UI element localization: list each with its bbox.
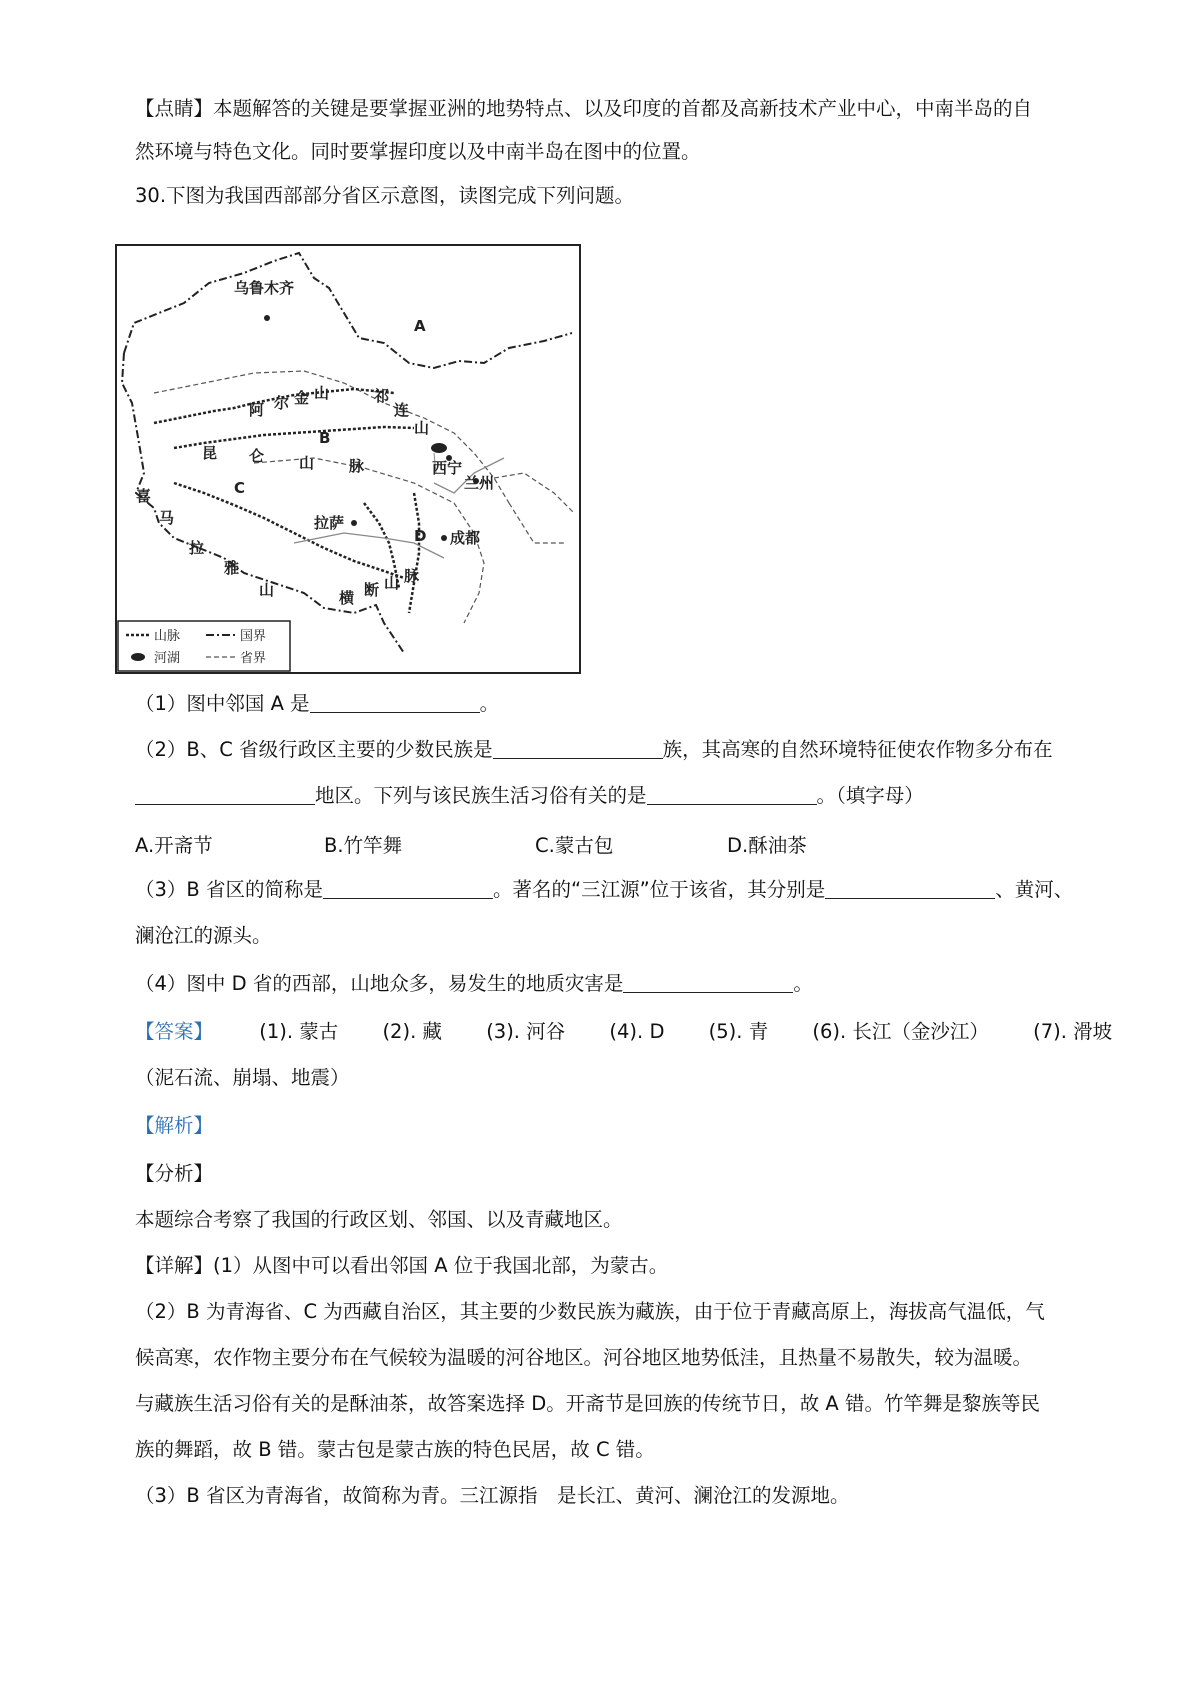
answer-line — [135, 1018, 1113, 1046]
option-d: D.酥油茶 — [727, 834, 807, 857]
chengdu-label: 成都 — [450, 529, 481, 547]
altun-char-4: 山 — [314, 384, 330, 402]
answer-6: (6). 长江（金沙江） — [812, 1020, 989, 1043]
hengduan-char-2: 断 — [364, 581, 380, 599]
q2-blank-3[interactable] — [647, 784, 817, 805]
lanzhou-label: 兰州 — [464, 474, 495, 492]
altun-char-2: 尔 — [274, 394, 290, 412]
q4-post: 。 — [793, 972, 813, 995]
map-legend — [118, 621, 290, 671]
q3-mid: 。著名的“三江源”位于该省，其分别是 — [492, 878, 826, 901]
kunlun-char-4: 脉 — [349, 457, 365, 475]
q2-blank-1[interactable] — [493, 738, 663, 759]
question-1 — [135, 690, 1095, 718]
answer-3: (3). 河谷 — [486, 1020, 566, 1043]
analysis-label: 【解析】 — [135, 1114, 214, 1137]
q1-post: 。 — [479, 692, 500, 715]
option-a: A.开斋节 — [135, 834, 213, 857]
detail-2-line-3: 与藏族生活习俗有关的是酥油茶，故答案选择 D。开斋节是回族的传统节日，故 A 错。竹竿舞是黎族等民 — [135, 1392, 1040, 1415]
question-2 — [135, 736, 1095, 764]
xining-label: 西宁 — [432, 459, 463, 477]
answer-4: (4). D — [609, 1020, 665, 1043]
qinghai-lake — [431, 443, 447, 453]
q3-post: 、黄河、 — [995, 878, 1074, 901]
answer-5: (5). 青 — [708, 1020, 769, 1043]
kunlun-char-1: 昆 — [202, 444, 218, 462]
chengdu-dot — [441, 535, 447, 541]
question-2-cont — [135, 782, 1095, 810]
answer-7: (7). 滑坡 — [1033, 1020, 1113, 1043]
kunlun-char-2: 仑 — [249, 447, 265, 465]
answer-line-2: （泥石流、崩塌、地震） — [135, 1066, 350, 1089]
himalaya-char-1: 喜 — [136, 487, 152, 505]
himalaya-char-3: 拉 — [189, 539, 205, 557]
fenxi-text: 本题综合考察了我国的行政区划、邻国、以及青藏地区。 — [135, 1208, 623, 1231]
q1-text: （1）图中邻国 A 是 — [135, 692, 310, 715]
detail-1: 【详解】(1）从图中可以看出邻国 A 位于我国北部，为蒙古。 — [135, 1254, 669, 1277]
himalaya-char-5: 山 — [259, 581, 275, 599]
q2-text: （2）B、C 省级行政区主要的少数民族是 — [135, 738, 493, 761]
qilian-char-2: 连 — [394, 401, 410, 419]
q4-text: （4）图中 D 省的西部，山地众多，易发生的地质灾害是 — [135, 972, 624, 995]
altun-char-3: 金 — [294, 389, 310, 407]
lhasa-dot — [351, 520, 357, 526]
question-3 — [135, 876, 1095, 904]
q2b-mid: 地区。下列与该民族生活习俗有关的是 — [315, 784, 647, 807]
hengduan-char-3: 山 — [384, 574, 400, 592]
hengduan-char-1: 横 — [339, 589, 355, 607]
legend-border: 国界 — [240, 629, 267, 644]
q2-mid: 族，其高寒的自然环境特征使农作物多分布在 — [662, 738, 1053, 761]
q3-blank-1[interactable] — [323, 878, 493, 899]
western-china-map — [114, 243, 582, 675]
detail-2-line-2: 候高寒，农作物主要分布在气候较为温暖的河谷地区。河谷地区地势低洼，且热量不易散失，较为温暖。 — [135, 1346, 1033, 1369]
question-stem: 30.下图为我国西部部分省区示意图，读图完成下列问题。 — [135, 184, 635, 207]
label-c: C — [234, 479, 246, 497]
question-4 — [135, 970, 1095, 998]
qilian-char-3: 山 — [414, 419, 430, 437]
tip-line-2: 然环境与特色文化。同时要掌握印度以及中南半岛在图中的位置。 — [135, 140, 701, 163]
detail-2-line-1: （2）B 为青海省、C 为西藏自治区，其主要的少数民族为藏族，由于位于青藏高原上，海拔高气温低，气 — [135, 1300, 1045, 1323]
q3-text: （3）B 省区的简称是 — [135, 878, 323, 901]
detail-2-line-4: 族的舞蹈，故 B 错。蒙古包是蒙古族的特色民居，故 C 错。 — [135, 1438, 655, 1461]
legend-mountain: 山脉 — [154, 629, 181, 644]
legend-province: 省界 — [240, 651, 267, 666]
q1-blank[interactable] — [310, 692, 480, 713]
hengduan-char-4: 脉 — [404, 567, 420, 585]
altun-char-1: 阿 — [249, 401, 265, 419]
q3-blank-2[interactable] — [825, 878, 995, 899]
q2b-post: 。（填字母） — [816, 784, 924, 807]
label-a: A — [414, 317, 426, 335]
detail-3: （3）B 省区为青海省，故简称为青。三江源指 是长江、黄河、澜沧江的发源地。 — [135, 1484, 850, 1507]
label-b: B — [319, 429, 331, 447]
q2-blank-2[interactable] — [135, 784, 315, 805]
lhasa-label: 拉萨 — [314, 514, 345, 532]
answer-1: (1). 蒙古 — [259, 1020, 339, 1043]
option-b: B.竹竿舞 — [324, 834, 403, 857]
q4-blank[interactable] — [623, 972, 793, 993]
question-3-cont: 澜沧江的源头。 — [135, 924, 272, 947]
himalaya-char-2: 马 — [159, 509, 175, 527]
himalaya-char-4: 雅 — [224, 559, 240, 577]
answer-2: (2). 藏 — [382, 1020, 442, 1043]
kunlun-char-3: 山 — [299, 454, 315, 472]
label-d: D — [414, 527, 427, 545]
urumqi-label: 乌鲁木齐 — [234, 279, 295, 297]
tip-line-1: 【点睛】本题解答的关键是要掌握亚洲的地势特点、以及印度的首都及高新技术产业中心，中南半岛的自 — [135, 97, 1033, 120]
option-c: C.蒙古包 — [535, 834, 614, 857]
legend-lake: 河湖 — [154, 651, 181, 666]
answer-label: 【答案】 — [135, 1020, 214, 1043]
fenxi-label: 【分析】 — [135, 1162, 214, 1185]
urumqi-dot — [264, 315, 270, 321]
qilian-char-1: 祁 — [374, 387, 390, 405]
